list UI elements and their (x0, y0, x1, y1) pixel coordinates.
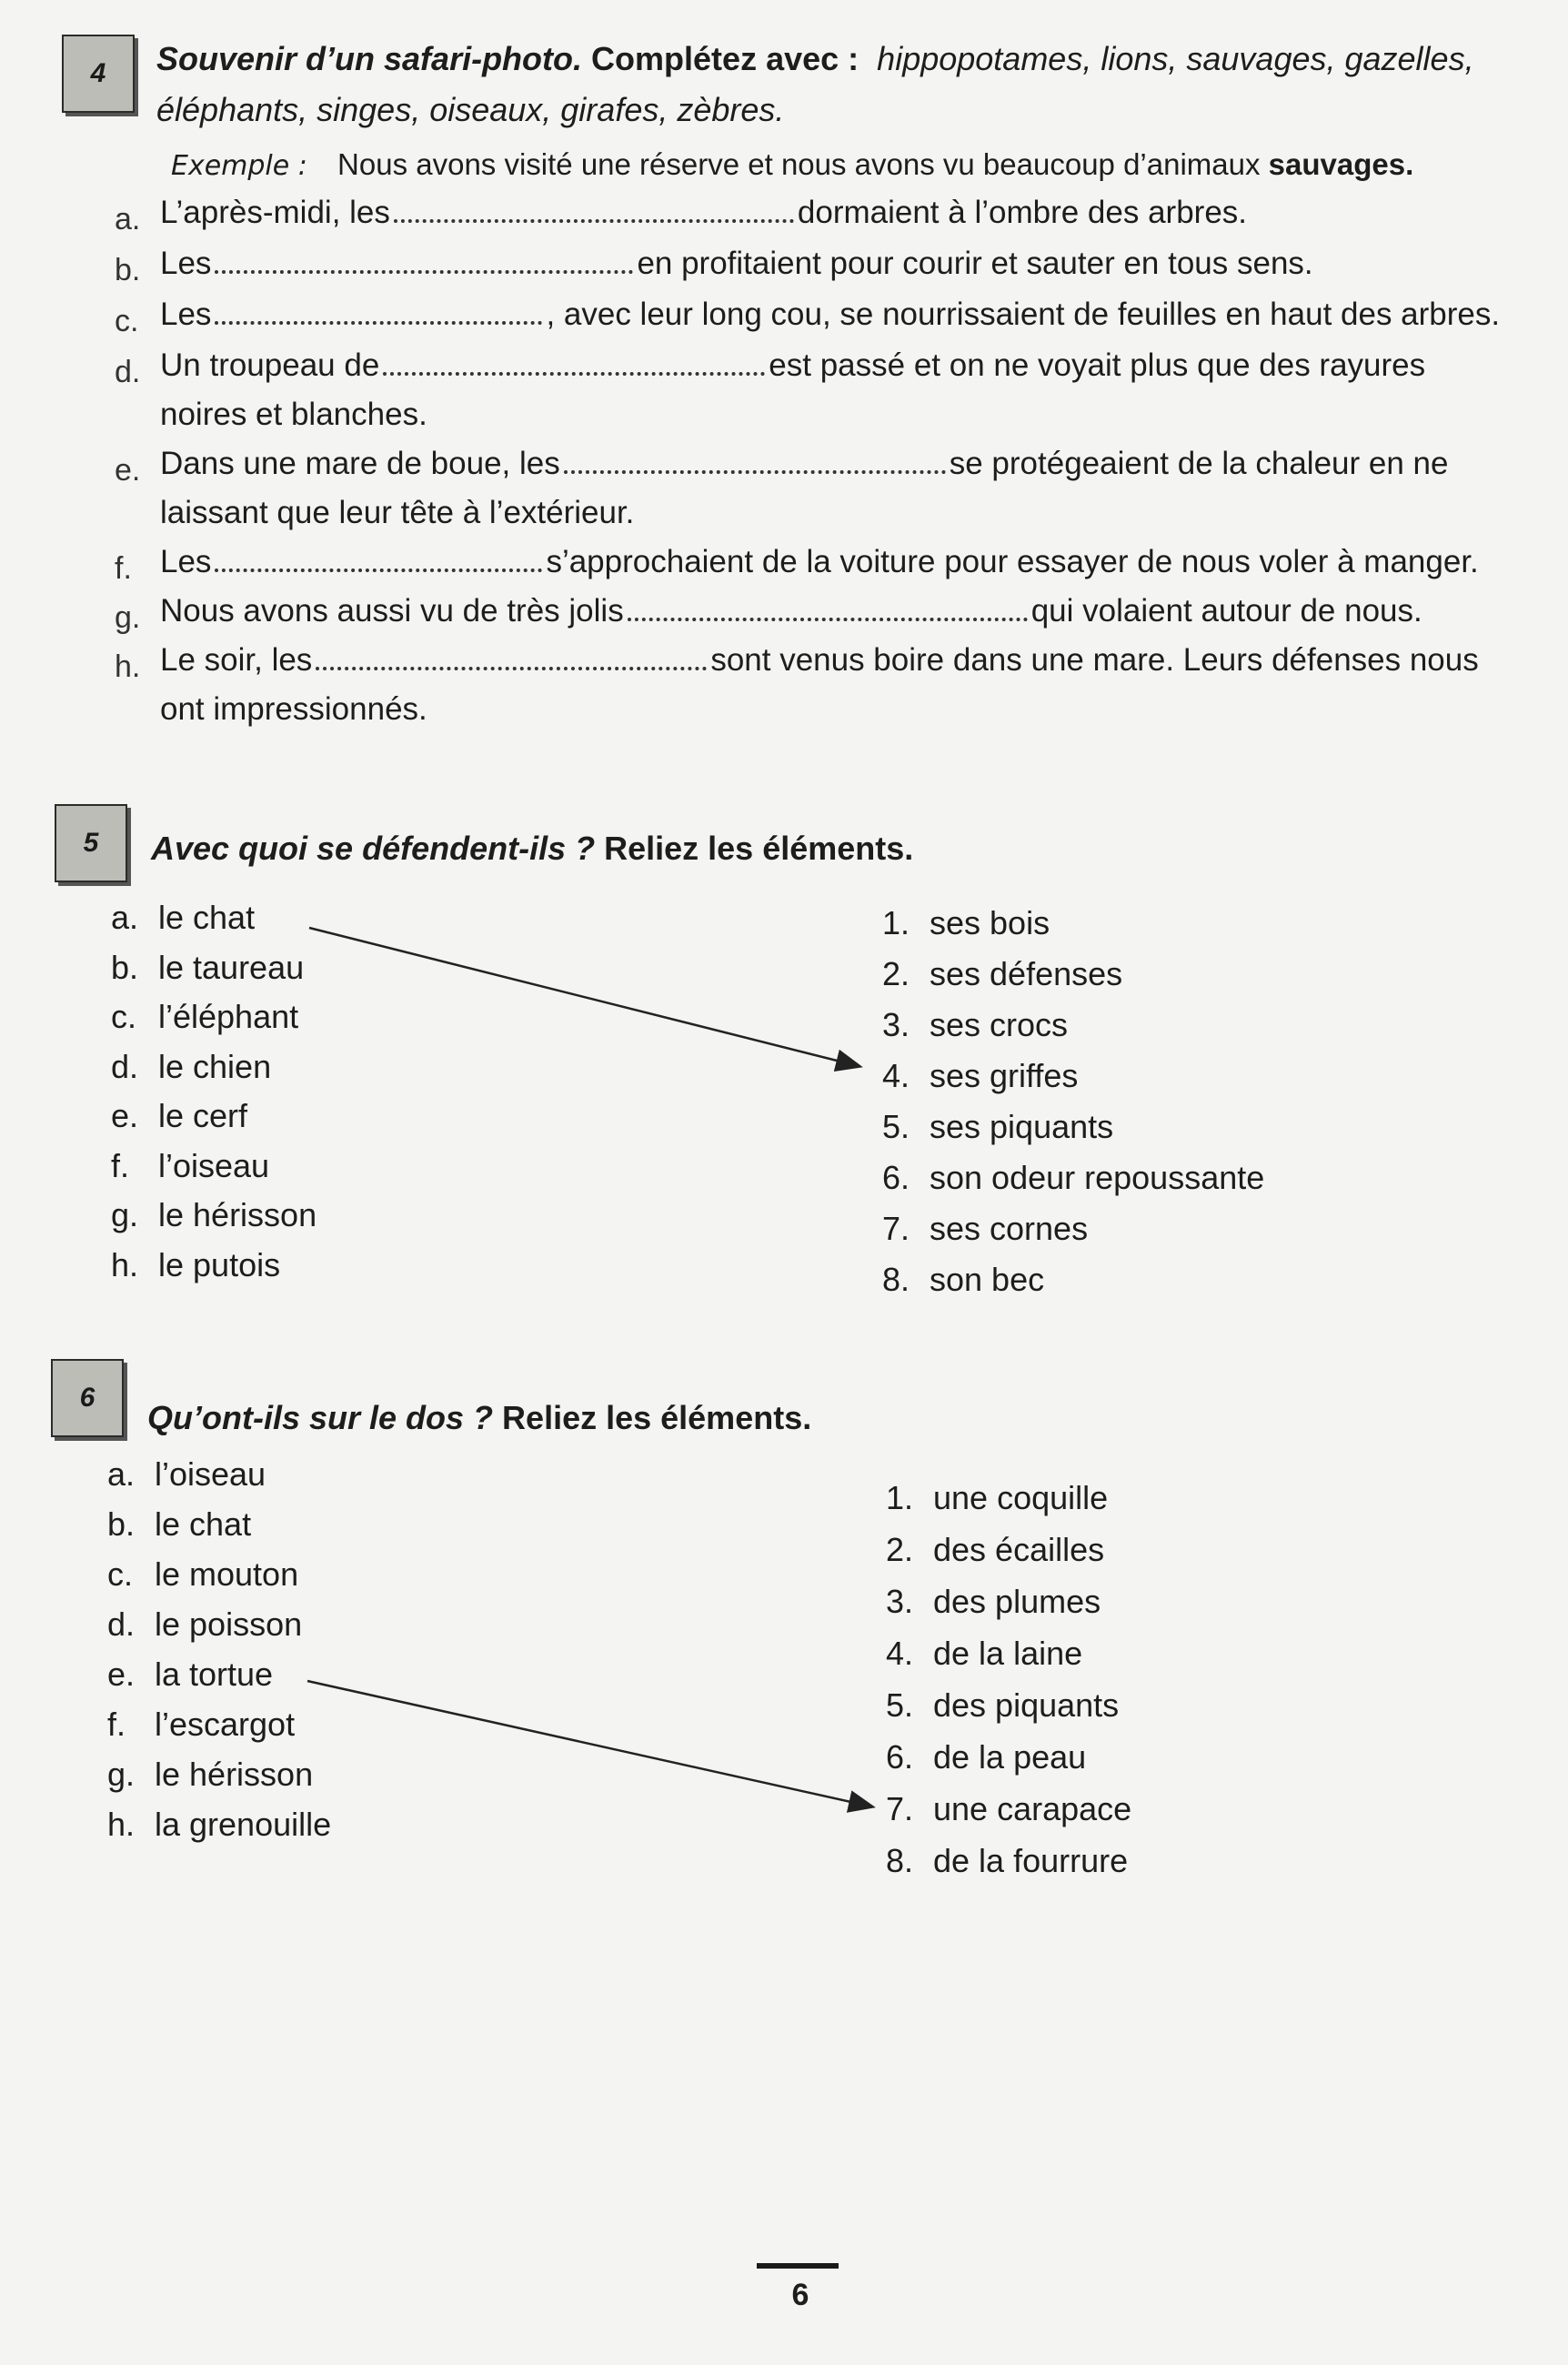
item-text: le chat (158, 899, 256, 936)
exercise-4-word-list-2: éléphants, singes, oiseaux, girafes, zèbres. (156, 91, 785, 128)
item-label: c. (111, 998, 137, 1035)
exercise-4-instruction: Complétez avec : (591, 40, 859, 77)
item-text: le putois (158, 1245, 281, 1283)
exercise-4-number: 4 (90, 58, 106, 88)
item-label: b. (107, 1505, 136, 1543)
item-text-before: Les (160, 297, 212, 332)
item-label: d. (107, 1605, 136, 1643)
item-label: 5. (882, 1108, 910, 1145)
item-letter: f. (115, 551, 132, 586)
item-text-before: L’après-midi, les (160, 195, 390, 230)
item-text: ses piquants (930, 1108, 1114, 1145)
exercise-6-left-item-1[interactable] (107, 1455, 266, 1494)
item-text: le taureau (158, 948, 305, 986)
item-text: des piquants (933, 1686, 1120, 1724)
item-text-after: sont venus boire dans une mare. Leurs défenses nous (710, 642, 1479, 678)
item-text: l’oiseau (158, 1146, 270, 1184)
item-letter: c. (115, 304, 139, 338)
item-text-before: Un troupeau de (160, 347, 380, 383)
item-label: f. (111, 1146, 130, 1184)
item-text: ses griffes (930, 1057, 1079, 1094)
item-letter: h. (115, 649, 141, 684)
item-label: 8. (882, 1261, 910, 1298)
item-letter: e. (115, 453, 141, 488)
item-text-before: Le soir, les (160, 642, 313, 678)
item-text-before: Les (160, 246, 212, 281)
item-label: a. (107, 1455, 136, 1493)
item-text: de la peau (933, 1738, 1087, 1776)
item-label: f. (107, 1706, 126, 1743)
exercise-4-item-h-continued: ont impressionnés. (160, 691, 427, 727)
exercise-6-right-item-2[interactable] (886, 1531, 1104, 1569)
item-label: 2. (886, 1531, 914, 1568)
exercise-6-left-item-3[interactable] (107, 1555, 298, 1594)
item-text: ses bois (930, 904, 1050, 941)
item-label: a. (111, 899, 139, 936)
item-text: des plumes (933, 1583, 1101, 1620)
item-label: g. (107, 1756, 136, 1793)
item-text: le mouton (155, 1555, 299, 1593)
item-text: le cerf (158, 1097, 248, 1134)
exercise-4-item-d-continued: noires et blanches. (160, 397, 427, 432)
example-text: Nous avons visité une réserve et nous avons vu beaucoup d’animaux (337, 147, 1261, 181)
item-letter: b. (115, 253, 141, 287)
exercise-6-left-item-5[interactable] (107, 1656, 273, 1694)
item-text-after: dormaient à l’ombre des arbres. (797, 195, 1248, 230)
exercise-6-left-item-2[interactable] (107, 1505, 251, 1544)
item-label: 4. (886, 1635, 914, 1672)
item-text: son bec (930, 1261, 1045, 1298)
item-text: l’escargot (155, 1706, 296, 1743)
item-text: le poisson (155, 1605, 303, 1643)
exercise-6-title (147, 1399, 811, 1437)
exercise-6-right-item-6[interactable] (886, 1738, 1086, 1776)
item-label: c. (107, 1555, 134, 1593)
item-label: 6. (886, 1738, 914, 1776)
item-letter: a. (115, 202, 141, 236)
example-connector-6[interactable] (307, 1681, 871, 1806)
item-text: le chat (155, 1505, 252, 1543)
exercise-6-right-item-5[interactable] (886, 1686, 1119, 1725)
item-text-after: se protégeaient de la chaleur en ne (949, 446, 1449, 481)
item-text-after: , avec leur long cou, se nourrissaient de feuilles en haut des arbres. (546, 297, 1501, 332)
item-text-after: en profitaient pour courir et sauter en tous sens. (637, 246, 1313, 281)
item-label: e. (111, 1097, 139, 1134)
item-label: h. (107, 1806, 136, 1843)
exercise-6-left-item-8[interactable] (107, 1806, 331, 1844)
item-text: le hérisson (158, 1196, 317, 1233)
item-text-before: Les (160, 544, 212, 579)
item-text: des écailles (933, 1531, 1105, 1568)
exercise-6-title-bold: Qu’ont-ils sur le dos ? (147, 1399, 494, 1436)
item-text: de la fourrure (933, 1842, 1129, 1879)
item-text: son odeur repoussante (930, 1159, 1265, 1196)
item-text: le chien (158, 1047, 272, 1085)
item-label: 4. (882, 1057, 910, 1094)
item-label: 2. (882, 955, 910, 992)
item-label: e. (107, 1656, 136, 1693)
example-label: Exemple : (171, 150, 307, 182)
item-text: l’éléphant (158, 998, 299, 1035)
item-letter: d. (115, 355, 141, 389)
item-text-after: qui volaient autour de nous. (1030, 593, 1422, 629)
example-connector-5[interactable] (309, 928, 859, 1066)
exercise-6-left-item-6[interactable] (107, 1706, 295, 1744)
item-text: une coquille (933, 1479, 1109, 1516)
item-label: 6. (882, 1159, 910, 1196)
exercise-6-left-item-4[interactable] (107, 1605, 302, 1644)
item-label: 7. (886, 1790, 914, 1827)
item-text-before: Nous avons aussi vu de très jolis (160, 593, 624, 629)
item-label: h. (111, 1245, 139, 1283)
exercise-6-left-item-7[interactable] (107, 1756, 313, 1794)
item-label: 3. (886, 1583, 914, 1620)
item-text-before: Dans une mare de boue, les (160, 446, 560, 481)
item-letter: g. (115, 600, 141, 635)
item-label: 5. (886, 1686, 914, 1724)
item-label: 1. (882, 904, 910, 941)
exercise-4-word-list-1: hippopotames, lions, sauvages, gazelles, (877, 40, 1474, 77)
page-number: 6 (791, 2278, 809, 2312)
exercise-6-right-item-8[interactable] (886, 1842, 1128, 1880)
exercise-6-number: 6 (79, 1383, 95, 1413)
item-text: ses défenses (930, 955, 1123, 992)
exercise-6-badge (51, 1359, 124, 1437)
exercise-6-right-item-4[interactable] (886, 1635, 1082, 1673)
exercise-6-instruction: Reliez les éléments. (502, 1399, 812, 1436)
item-text: la tortue (155, 1656, 274, 1693)
item-text-after: est passé et on ne voyait plus que des rayures (769, 347, 1426, 383)
exercise-4-title-bold: Souvenir d’un safari-photo. (156, 40, 583, 77)
page-number-rule (757, 2263, 839, 2269)
exercise-6-right-item-1[interactable] (886, 1479, 1108, 1517)
item-text: de la laine (933, 1635, 1083, 1672)
item-text: une carapace (933, 1790, 1132, 1827)
exercise-5-instruction: Reliez les éléments. (604, 830, 914, 867)
item-label: b. (111, 948, 139, 986)
item-text: l’oiseau (155, 1455, 266, 1493)
item-text: ses crocs (930, 1006, 1069, 1043)
item-text: ses cornes (930, 1210, 1089, 1247)
exercise-4-item-e-continued: laissant que leur tête à l’extérieur. (160, 495, 635, 530)
exercise-6-right-item-3[interactable] (886, 1583, 1101, 1621)
item-label: 8. (886, 1842, 914, 1879)
exercise-6-right-item-7[interactable] (886, 1790, 1131, 1828)
example-answer: sauvages. (1268, 147, 1414, 181)
item-text: le hérisson (155, 1756, 314, 1793)
item-text-after: s’approchaient de la voiture pour essayer de nous voler à manger. (546, 544, 1479, 579)
item-label: 1. (886, 1479, 914, 1516)
item-label: d. (111, 1047, 139, 1085)
item-label: 3. (882, 1006, 910, 1043)
exercise-5-number: 5 (83, 828, 99, 858)
exercise-5-title-bold: Avec quoi se défendent-ils ? (151, 830, 596, 867)
item-label: 7. (882, 1210, 910, 1247)
item-label: g. (111, 1196, 139, 1233)
item-text: la grenouille (155, 1806, 332, 1843)
